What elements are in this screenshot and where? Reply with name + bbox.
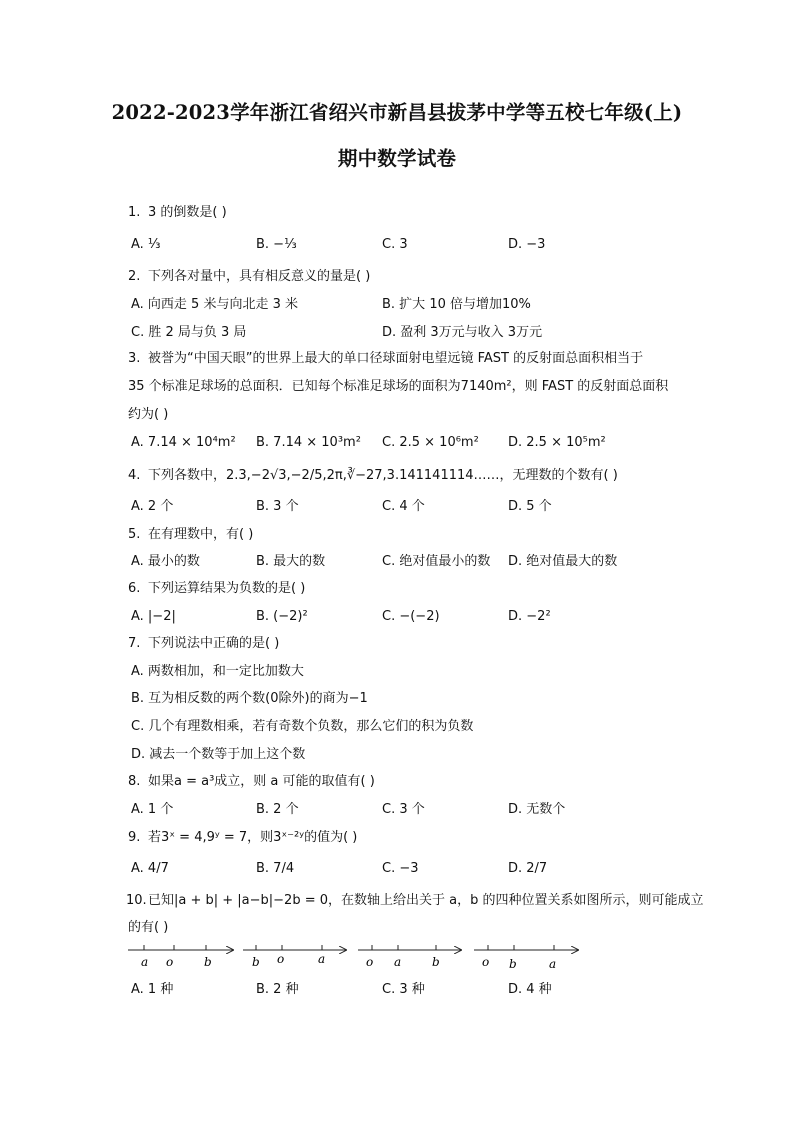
nl1-label-0: a <box>141 955 149 969</box>
question-6: 6. 下列运算结果为负数的是( ) <box>128 581 306 596</box>
question-1: 1. 3 的倒数是( ) <box>128 205 227 220</box>
number-line-3 <box>358 945 461 969</box>
q1-option-a: A. ⅓ <box>131 237 161 252</box>
exam-title-line1: 2022-2023学年浙江省绍兴市新昌县拔茅中学等五校七年级(上) <box>111 101 683 124</box>
question-4: 4. 下列各数中，2.3,−2√3,−2/5,2π,∛−27,3.141141114……，无理数的个数有( ) <box>128 468 618 483</box>
q5-option-a: A. 最小的数 <box>131 554 200 569</box>
q10-option-b: B. 2 种 <box>256 982 299 997</box>
q2-option-a: A. 向西走 5 米与向北走 3 米 <box>131 297 299 312</box>
number-line-4 <box>474 945 578 971</box>
q3-option-b: B. 7.14 × 10³m² <box>256 435 361 450</box>
nl3-label-1: a <box>394 955 402 969</box>
nl2-label-1: o <box>277 952 285 966</box>
q8-option-b: B. 2 个 <box>256 802 299 817</box>
question-5: 5. 在有理数中，有( ) <box>128 527 254 542</box>
nl4-label-1: b <box>509 957 517 971</box>
exam-title-line2: 期中数学试卷 <box>337 147 457 170</box>
q8-option-a: A. 1 个 <box>131 802 174 817</box>
q4-option-a: A. 2 个 <box>131 499 174 514</box>
q4-option-c: C. 4 个 <box>382 499 425 514</box>
q10-option-d: D. 4 种 <box>508 982 552 997</box>
question-3-line3: 约为( ) <box>128 407 169 422</box>
question-8: 8. 如果a = a³成立，则 a 可能的取值有( ) <box>128 774 375 789</box>
nl1-label-1: o <box>166 955 174 969</box>
q2-option-c: C. 胜 2 局与负 3 局 <box>131 325 247 340</box>
q9-option-b: B. 7/4 <box>256 861 295 876</box>
q8-option-c: C. 3 个 <box>382 802 425 817</box>
q9-option-a: A. 4/7 <box>131 861 169 876</box>
q2-option-b: B. 扩大 10 倍与增加10% <box>382 297 531 312</box>
nl3-label-0: o <box>366 955 374 969</box>
q2-option-d: D. 盈利 3万元与收入 3万元 <box>382 325 543 340</box>
number-line-1 <box>128 945 233 969</box>
q6-option-a: A. |−2| <box>131 609 176 624</box>
nl3-label-2: b <box>432 955 440 969</box>
q1-option-d: D. −3 <box>508 237 546 252</box>
nl4-label-2: a <box>549 957 557 971</box>
q3-option-d: D. 2.5 × 10⁵m² <box>508 435 606 450</box>
q6-option-d: D. −2² <box>508 609 551 624</box>
nl4-label-0: o <box>482 955 490 969</box>
q7-option-d: D. 减去一个数等于加上这个数 <box>131 747 306 762</box>
q5-option-b: B. 最大的数 <box>256 554 326 569</box>
q5-option-d: D. 绝对值最大的数 <box>508 554 618 569</box>
question-7: 7. 下列说法中正确的是( ) <box>128 636 280 651</box>
q6-option-b: B. (−2)² <box>256 609 308 624</box>
q5-option-c: C. 绝对值最小的数 <box>382 554 491 569</box>
question-10-line2: 的有( ) <box>128 920 169 935</box>
q7-option-a: A. 两数相加，和一定比加数大 <box>131 664 304 679</box>
q9-option-c: C. −3 <box>382 861 419 876</box>
question-3-line2: 35 个标准足球场的总面积．已知每个标准足球场的面积为7140m²，则 FAST 的反射面总面积 <box>128 379 669 394</box>
q1-option-c: C. 3 <box>382 237 408 252</box>
q8-option-d: D. 无数个 <box>508 802 566 817</box>
nl2-label-2: a <box>318 952 326 966</box>
question-2: 2. 下列各对量中，具有相反意义的量是( ) <box>128 269 371 284</box>
q4-option-b: B. 3 个 <box>256 499 299 514</box>
nl2-label-0: b <box>252 955 260 969</box>
q1-option-b: B. −⅓ <box>256 237 297 252</box>
nl1-label-2: b <box>204 955 212 969</box>
q10-option-a: A. 1 种 <box>131 982 174 997</box>
q7-option-c: C. 几个有理数相乘，若有奇数个负数，那么它们的积为负数 <box>131 719 474 734</box>
q7-option-b: B. 互为相反数的两个数(0除外)的商为−1 <box>131 691 368 706</box>
q3-option-c: C. 2.5 × 10⁶m² <box>382 435 479 450</box>
question-9: 9. 若3ˣ = 4,9ʸ = 7，则3ˣ⁻²ʸ的值为( ) <box>128 830 358 845</box>
number-line-2 <box>243 945 346 969</box>
q9-option-d: D. 2/7 <box>508 861 548 876</box>
q4-option-d: D. 5 个 <box>508 499 552 514</box>
q6-option-c: C. −(−2) <box>382 609 440 624</box>
question-3: 3. 被誉为“中国天眼”的世界上最大的单口径球面射电望远镜 FAST 的反射面总面积相当于 <box>128 351 644 366</box>
q10-option-c: C. 3 种 <box>382 982 425 997</box>
question-10: 10.已知|a + b| + |a−b|−2b = 0，在数轴上给出关于 a，b 的四种位置关系如图所示，则可能成立 <box>126 893 704 908</box>
q3-option-a: A. 7.14 × 10⁴m² <box>131 435 236 450</box>
